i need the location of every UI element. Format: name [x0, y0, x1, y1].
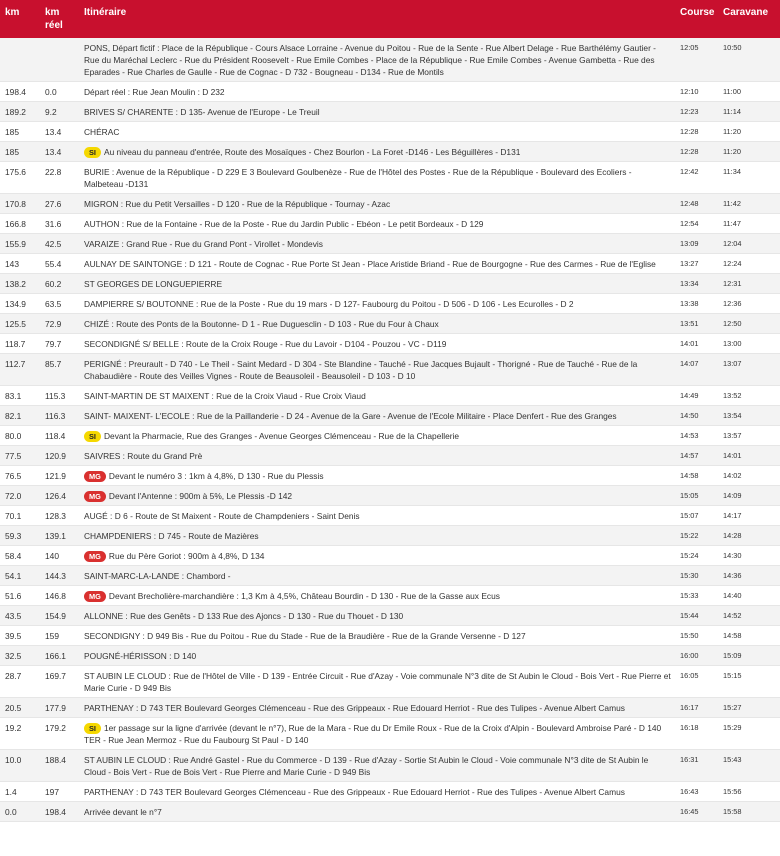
itineraire-text: BRIVES S/ CHARENTE : D 135- Avenue de l'Europe - Le Treuil [84, 107, 320, 117]
itineraire-text: SAINT-MARTIN DE ST MAIXENT : Rue de la Croix Viaud - Rue Croix Viaud [84, 391, 366, 401]
km-reel-cell: 13.4 [40, 142, 79, 162]
caravane-time-cell: 15:15 [718, 666, 780, 698]
caravane-time-cell: 12:24 [718, 254, 780, 274]
km-cell: 185 [0, 122, 40, 142]
sprint-badge: SI [84, 431, 101, 442]
itineraire-cell [79, 646, 675, 666]
course-time-cell: 13:27 [675, 254, 718, 274]
caravane-time-cell: 14:01 [718, 446, 780, 466]
km-reel-cell: 166.1 [40, 646, 79, 666]
km-reel-cell: 85.7 [40, 354, 79, 386]
table-row [0, 486, 780, 506]
itineraire-text: ALLONNE : Rue des Genêts - D 133 Rue des Ajoncs - D 130 - Rue du Thouet - D 130 [84, 611, 404, 621]
itineraire-cell [79, 214, 675, 234]
caravane-time-cell: 12:31 [718, 274, 780, 294]
km-cell: 58.4 [0, 546, 40, 566]
itineraire-cell [79, 526, 675, 546]
itineraire-cell [79, 750, 675, 782]
course-time-cell: 13:51 [675, 314, 718, 334]
itineraire-text: DAMPIERRE S/ BOUTONNE : Rue de la Poste - Rue du 19 mars - D 127- Faubourg du Poitou - D 506 - D 106 - Les Ecurolles - D 2 [84, 299, 574, 309]
sprint-badge: SI [84, 723, 101, 734]
km-cell: 189.2 [0, 102, 40, 122]
km-cell: 0.0 [0, 802, 40, 822]
itineraire-cell [79, 294, 675, 314]
table-row [0, 782, 780, 802]
itineraire-text: Départ réel : Rue Jean Moulin : D 232 [84, 87, 225, 97]
caravane-time-cell: 11:34 [718, 162, 780, 194]
caravane-time-cell: 15:29 [718, 718, 780, 750]
km-cell: 1.4 [0, 782, 40, 802]
course-time-cell: 12:23 [675, 102, 718, 122]
itineraire-cell [79, 586, 675, 606]
header-course: Course [675, 0, 718, 38]
km-reel-cell: 27.6 [40, 194, 79, 214]
itineraire-text: PERIGNÉ : Preurault - D 740 - Le Theil - Saint Medard - D 304 - Ste Blandine - Tauché - Rue Jacques Bujault - Thorigné - Rue de Tauché - Rue de la Chabaudière - Route des Veilles Vignes - Route de Beausoleil - Beausoleil - D 103 - D 10 [84, 359, 638, 381]
course-time-cell: 16:18 [675, 718, 718, 750]
itineraire-text: 1er passage sur la ligne d'arrivée (devant le n°7), Rue de la Mara - Rue du Dr Emile Roux - Rue de la Croix d'Alpin - Boulevard Ambroise Paré - D 140 TER - Rue Jean Mermoz - Rue du Faubourg St Paul - D 140 [84, 723, 662, 745]
km-cell: 54.1 [0, 566, 40, 586]
course-time-cell: 13:09 [675, 234, 718, 254]
course-time-cell: 16:17 [675, 698, 718, 718]
km-cell: 83.1 [0, 386, 40, 406]
itineraire-text: PARTHENAY : D 743 TER Boulevard Georges Clémenceau - Rue des Grippeaux - Rue Edouard Herriot - Rue des Tulipes - Avenue Albert Camus [84, 703, 625, 713]
mountain-badge: MG [84, 471, 106, 482]
itineraire-cell [79, 782, 675, 802]
itineraire-cell [79, 354, 675, 386]
table-row [0, 626, 780, 646]
course-time-cell: 16:43 [675, 782, 718, 802]
km-cell: 28.7 [0, 666, 40, 698]
table-row [0, 526, 780, 546]
table-body [0, 38, 780, 822]
itineraire-text: CHAMPDENIERS : D 745 - Route de Mazières [84, 531, 259, 541]
itineraire-text: SAINT- MAIXENT- L'ECOLE : Rue de la Paillanderie - D 24 - Avenue de la Gare - Avenue de l'Ecole Militaire - Place Denfert - Rue des Granges [84, 411, 617, 421]
course-time-cell: 12:28 [675, 122, 718, 142]
caravane-time-cell: 11:20 [718, 142, 780, 162]
km-cell: 143 [0, 254, 40, 274]
km-reel-cell: 116.3 [40, 406, 79, 426]
table-row [0, 122, 780, 142]
course-time-cell: 15:24 [675, 546, 718, 566]
table-row [0, 546, 780, 566]
itineraire-cell [79, 486, 675, 506]
km-cell: 138.2 [0, 274, 40, 294]
course-time-cell: 14:50 [675, 406, 718, 426]
km-cell: 72.0 [0, 486, 40, 506]
mountain-badge: MG [84, 491, 106, 502]
itineraire-text: AULNAY DE SAINTONGE : D 121 - Route de Cognac - Rue Porte St Jean - Place Aristide Briand - Rue de Bourgogne - Rue des Carmes - Rue de l'Eglise [84, 259, 656, 269]
km-cell: 59.3 [0, 526, 40, 546]
itineraire-text: SAIVRES : Route du Grand Prè [84, 451, 203, 461]
itineraire-cell [79, 626, 675, 646]
itineraire-cell [79, 446, 675, 466]
km-reel-cell: 179.2 [40, 718, 79, 750]
km-reel-cell: 169.7 [40, 666, 79, 698]
km-reel-cell: 139.1 [40, 526, 79, 546]
table-row [0, 234, 780, 254]
table-row [0, 102, 780, 122]
itineraire-text: Devant la Pharmacie, Rue des Granges - Avenue Georges Clémenceau - Rue de la Chapellerie [103, 431, 460, 441]
table-row [0, 162, 780, 194]
mountain-badge: MG [84, 551, 106, 562]
caravane-time-cell: 14:36 [718, 566, 780, 586]
km-cell: 19.2 [0, 718, 40, 750]
itineraire-cell [79, 718, 675, 750]
itineraire-text: SAINT-MARC-LA-LANDE : Chambord - [84, 571, 231, 581]
caravane-time-cell: 13:07 [718, 354, 780, 386]
itineraire-cell [79, 162, 675, 194]
itineraire-text: SECONDIGNY : D 949 Bis - Rue du Poitou - Rue du Stade - Rue de la Braudière - Rue de la Grande Versenne - D 127 [84, 631, 526, 641]
km-reel-cell: 22.8 [40, 162, 79, 194]
course-time-cell: 12:42 [675, 162, 718, 194]
itineraire-cell [79, 194, 675, 214]
itineraire-cell [79, 38, 675, 82]
km-reel-cell: 13.4 [40, 122, 79, 142]
km-cell: 39.5 [0, 626, 40, 646]
table-row [0, 194, 780, 214]
itineraire-cell [79, 426, 675, 446]
km-reel-cell [40, 38, 79, 82]
km-reel-cell: 121.9 [40, 466, 79, 486]
table-row [0, 466, 780, 486]
table-row [0, 666, 780, 698]
itineraire-cell [79, 274, 675, 294]
itineraire-cell [79, 334, 675, 354]
itineraire-cell [79, 254, 675, 274]
itineraire-cell [79, 546, 675, 566]
caravane-time-cell: 11:20 [718, 122, 780, 142]
table-row [0, 646, 780, 666]
course-time-cell: 14:57 [675, 446, 718, 466]
km-reel-cell: 146.8 [40, 586, 79, 606]
sprint-badge: SI [84, 147, 101, 158]
km-cell: 43.5 [0, 606, 40, 626]
course-time-cell: 15:22 [675, 526, 718, 546]
table-row [0, 386, 780, 406]
km-reel-cell: 198.4 [40, 802, 79, 822]
caravane-time-cell: 12:04 [718, 234, 780, 254]
itineraire-cell [79, 566, 675, 586]
mountain-badge: MG [84, 591, 106, 602]
km-reel-cell: 159 [40, 626, 79, 646]
itineraire-text: POUGNÉ-HÉRISSON : D 140 [84, 651, 197, 661]
km-reel-cell: 126.4 [40, 486, 79, 506]
course-time-cell: 12:10 [675, 82, 718, 102]
caravane-time-cell: 15:09 [718, 646, 780, 666]
itineraire-text: AUGÉ : D 6 - Route de St Maixent - Route de Champdeniers - Saint Denis [84, 511, 360, 521]
km-reel-cell: 31.6 [40, 214, 79, 234]
itineraire-cell [79, 234, 675, 254]
caravane-time-cell: 11:14 [718, 102, 780, 122]
header-km-reel: km réel [40, 0, 79, 38]
caravane-time-cell: 13:00 [718, 334, 780, 354]
course-time-cell: 14:01 [675, 334, 718, 354]
header-itineraire: Itinéraire [79, 0, 675, 38]
header-caravane: Caravane [718, 0, 780, 38]
km-cell: 175.6 [0, 162, 40, 194]
course-time-cell: 12:05 [675, 38, 718, 82]
course-time-cell: 12:48 [675, 194, 718, 214]
itineraire-cell [79, 666, 675, 698]
table-row [0, 38, 780, 82]
itineraire-text: BURIE : Avenue de la République - D 229 E 3 Boulevard Goulbenèze - Rue de l'Hôtel des Postes - Rue de la République - Boulevard des Ecoliers - Malbeteau -D131 [84, 167, 632, 189]
km-cell: 80.0 [0, 426, 40, 446]
table-row [0, 406, 780, 426]
caravane-time-cell: 14:58 [718, 626, 780, 646]
table-row [0, 334, 780, 354]
table-row [0, 254, 780, 274]
itineraire-text: AUTHON : Rue de la Fontaine - Rue de la Poste - Rue du Jardin Public - Ebéon - Le petit Bordeaux - D 129 [84, 219, 484, 229]
course-time-cell: 15:05 [675, 486, 718, 506]
course-time-cell: 13:34 [675, 274, 718, 294]
caravane-time-cell: 12:50 [718, 314, 780, 334]
itineraire-cell [79, 606, 675, 626]
caravane-time-cell: 15:27 [718, 698, 780, 718]
km-cell: 77.5 [0, 446, 40, 466]
course-time-cell: 14:49 [675, 386, 718, 406]
km-cell: 185 [0, 142, 40, 162]
itineraire-text: Au niveau du panneau d'entrée, Route des Mosaïques - Chez Bourlon - La Foret -D146 - Les Béguillères - D131 [103, 147, 521, 157]
table-row [0, 142, 780, 162]
table-row [0, 82, 780, 102]
km-cell: 82.1 [0, 406, 40, 426]
km-reel-cell: 188.4 [40, 750, 79, 782]
itineraire-cell [79, 802, 675, 822]
table-row [0, 446, 780, 466]
km-cell: 134.9 [0, 294, 40, 314]
table-row [0, 294, 780, 314]
table-row [0, 566, 780, 586]
km-cell: 112.7 [0, 354, 40, 386]
caravane-time-cell: 14:30 [718, 546, 780, 566]
caravane-time-cell: 11:47 [718, 214, 780, 234]
km-cell: 51.6 [0, 586, 40, 606]
itineraire-text: ST AUBIN LE CLOUD : Rue de l'Hôtel de Ville - D 139 - Entrée Circuit - Rue d'Azay - Voie communale N°3 dite de St Aubin le Cloud - Bois Vert - Rue Pierre et Marie Curie - D 949 Bis [84, 671, 671, 693]
itineraire-text: VARAIZE : Grand Rue - Rue du Grand Pont - Virollet - Mondevis [84, 239, 323, 249]
km-reel-cell: 0.0 [40, 82, 79, 102]
itineraire-cell [79, 698, 675, 718]
table-row [0, 274, 780, 294]
km-cell: 125.5 [0, 314, 40, 334]
table-header [0, 0, 780, 38]
caravane-time-cell: 14:09 [718, 486, 780, 506]
caravane-time-cell: 13:57 [718, 426, 780, 446]
itineraire-text: CHÉRAC [84, 127, 120, 137]
itineraire-text: MIGRON : Rue du Petit Versailles - D 120 - Rue de la République - Tournay - Azac [84, 199, 391, 209]
caravane-time-cell: 15:58 [718, 802, 780, 822]
course-time-cell: 16:05 [675, 666, 718, 698]
km-reel-cell: 115.3 [40, 386, 79, 406]
km-reel-cell: 144.3 [40, 566, 79, 586]
course-time-cell: 15:50 [675, 626, 718, 646]
km-cell: 198.4 [0, 82, 40, 102]
header-km: km [0, 0, 40, 38]
course-time-cell: 14:58 [675, 466, 718, 486]
itineraire-text: SECONDIGNÉ S/ BELLE : Route de la Croix Rouge - Rue du Lavoir - D104 - Pouzou - VC - D119 [84, 339, 447, 349]
table-row [0, 354, 780, 386]
itineraire-cell [79, 466, 675, 486]
course-time-cell: 15:30 [675, 566, 718, 586]
km-reel-cell: 128.3 [40, 506, 79, 526]
course-time-cell: 12:54 [675, 214, 718, 234]
itineraire-cell [79, 102, 675, 122]
itineraire-cell [79, 314, 675, 334]
caravane-time-cell: 14:17 [718, 506, 780, 526]
table-row [0, 802, 780, 822]
table-row [0, 586, 780, 606]
caravane-time-cell: 12:36 [718, 294, 780, 314]
caravane-time-cell: 13:54 [718, 406, 780, 426]
course-time-cell: 13:38 [675, 294, 718, 314]
km-reel-cell: 60.2 [40, 274, 79, 294]
itineraire-text: PONS, Départ fictif : Place de la République - Cours Alsace Lorraine - Avenue du Poitou - Rue de la Sente - Rue Albert Delage - Rue Barthélémy Gautier - Rue du Maréchal Leclerc - Rue du Président Roosevelt - Rue Emile Combes - Place de la République - Rue Emile Combes - Avenue Gambetta - Rue des Eparades - Rue Charles de Gaulle - Rue de Cognac - D 732 - Bougneau - D134 - Rue de Montils [84, 43, 656, 77]
course-time-cell: 15:44 [675, 606, 718, 626]
caravane-time-cell: 11:00 [718, 82, 780, 102]
table-row [0, 718, 780, 750]
caravane-time-cell: 14:52 [718, 606, 780, 626]
km-reel-cell: 154.9 [40, 606, 79, 626]
itineraire-text: Arrivée devant le n°7 [84, 807, 162, 817]
caravane-time-cell: 14:02 [718, 466, 780, 486]
km-cell: 32.5 [0, 646, 40, 666]
itineraire-text: Rue du Père Goriot : 900m à 4,8%, D 134 [108, 551, 265, 561]
itineraire-cell [79, 82, 675, 102]
caravane-time-cell: 13:52 [718, 386, 780, 406]
km-cell: 155.9 [0, 234, 40, 254]
caravane-time-cell: 14:40 [718, 586, 780, 606]
km-cell: 76.5 [0, 466, 40, 486]
km-reel-cell: 63.5 [40, 294, 79, 314]
itineraire-text: Devant le numéro 3 : 1km à 4,8%, D 130 - Rue du Plessis [108, 471, 324, 481]
itineraire-text: ST GEORGES DE LONGUEPIERRE [84, 279, 223, 289]
km-cell: 118.7 [0, 334, 40, 354]
km-cell: 70.1 [0, 506, 40, 526]
km-cell: 20.5 [0, 698, 40, 718]
itineraire-text: ST AUBIN LE CLOUD : Rue André Gastel - Rue du Commerce - D 139 - Rue d'Azay - Sortie St Aubin le Cloud - Voie communale N°3 dite de St Aubin le Cloud - Bois Vert - Rue de Bois Vert - Rue Pierre and Marie Curie - D 949 Bis [84, 755, 649, 777]
course-time-cell: 12:28 [675, 142, 718, 162]
km-reel-cell: 197 [40, 782, 79, 802]
km-cell: 170.8 [0, 194, 40, 214]
table-row [0, 750, 780, 782]
course-time-cell: 16:45 [675, 802, 718, 822]
caravane-time-cell: 15:56 [718, 782, 780, 802]
km-reel-cell: 177.9 [40, 698, 79, 718]
table-row [0, 314, 780, 334]
table-row [0, 506, 780, 526]
km-reel-cell: 72.9 [40, 314, 79, 334]
course-time-cell: 15:07 [675, 506, 718, 526]
km-cell [0, 38, 40, 82]
itineraire-cell [79, 122, 675, 142]
itineraire-cell [79, 142, 675, 162]
caravane-time-cell: 15:43 [718, 750, 780, 782]
itineraire-text: Devant l'Antenne : 900m à 5%, Le Plessis -D 142 [108, 491, 293, 501]
itineraire-cell [79, 406, 675, 426]
itineraire-cell [79, 506, 675, 526]
km-reel-cell: 140 [40, 546, 79, 566]
course-time-cell: 16:31 [675, 750, 718, 782]
course-time-cell: 15:33 [675, 586, 718, 606]
itineraire-text: PARTHENAY : D 743 TER Boulevard Georges Clémenceau - Rue des Grippeaux - Rue Edouard Herriot - Rue des Tulipes - Avenue Albert Camus [84, 787, 625, 797]
table-row [0, 426, 780, 446]
km-reel-cell: 9.2 [40, 102, 79, 122]
km-reel-cell: 79.7 [40, 334, 79, 354]
km-reel-cell: 118.4 [40, 426, 79, 446]
km-reel-cell: 120.9 [40, 446, 79, 466]
table-row [0, 214, 780, 234]
course-time-cell: 16:00 [675, 646, 718, 666]
km-reel-cell: 42.5 [40, 234, 79, 254]
course-time-cell: 14:53 [675, 426, 718, 446]
itineraire-text: Devant Brecholière-marchandière : 1,3 Km à 4,5%, Château Bourdin - D 130 - Rue de la Gasse aux Ecus [108, 591, 500, 601]
km-cell: 10.0 [0, 750, 40, 782]
course-time-cell: 14:07 [675, 354, 718, 386]
km-reel-cell: 55.4 [40, 254, 79, 274]
caravane-time-cell: 10:50 [718, 38, 780, 82]
km-cell: 166.8 [0, 214, 40, 234]
itineraire-cell [79, 386, 675, 406]
table-row [0, 698, 780, 718]
itineraire-text: CHIZÉ : Route des Ponts de la Boutonne- D 1 - Rue Duguesclin - D 103 - Rue du Four à Chaux [84, 319, 439, 329]
caravane-time-cell: 14:28 [718, 526, 780, 546]
caravane-time-cell: 11:42 [718, 194, 780, 214]
table-row [0, 606, 780, 626]
